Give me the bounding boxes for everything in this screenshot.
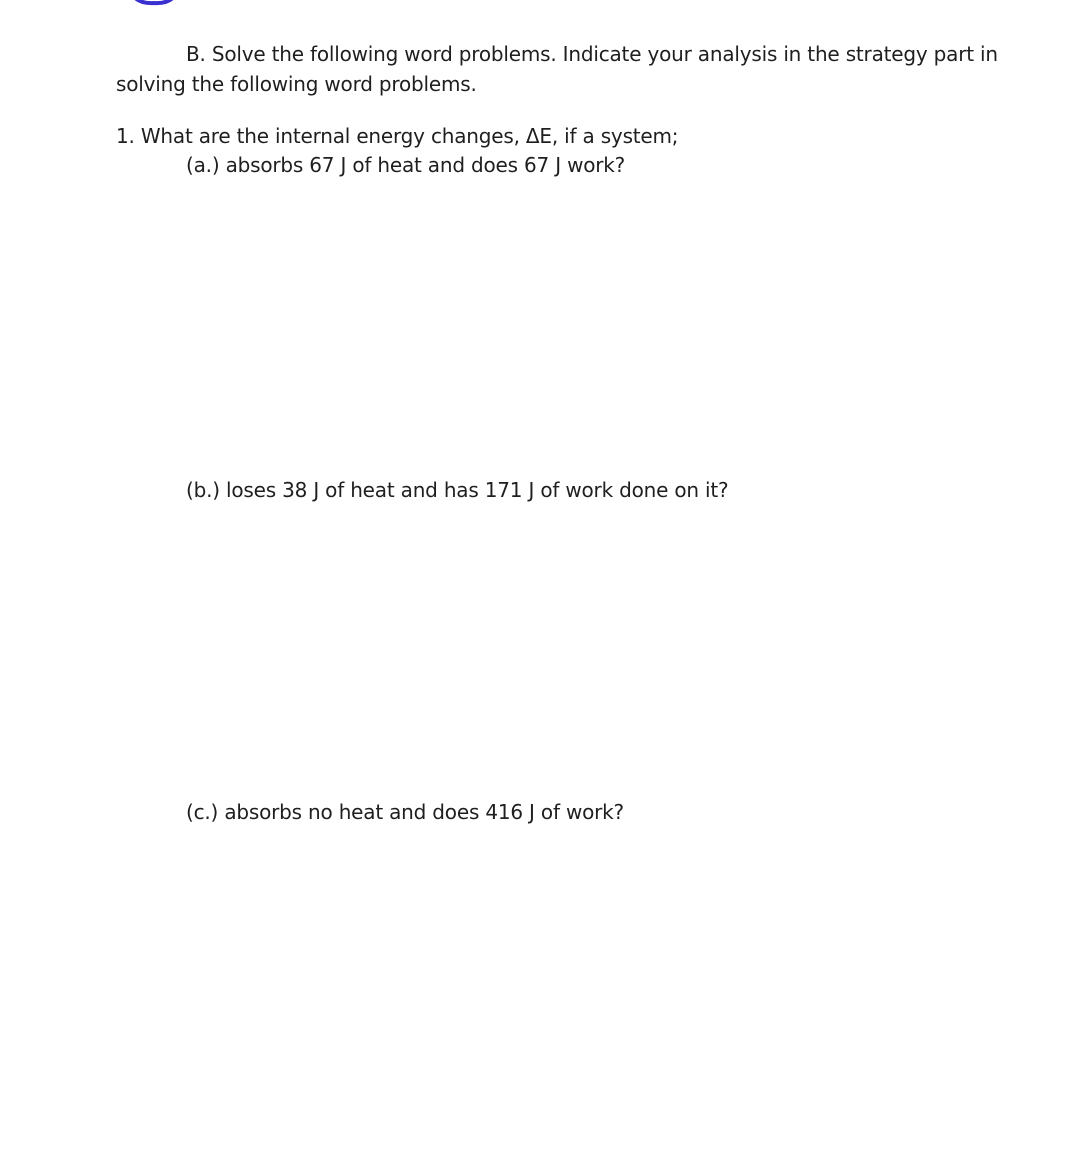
logo-fragment-mark — [128, 0, 180, 8]
instruction-line-2: solving the following word problems. — [116, 72, 477, 96]
question-part-c: (c.) absorbs no heat and does 416 J of work? — [186, 800, 624, 824]
question-prompt: 1. What are the internal energy changes, ΔE, if a system; — [116, 124, 679, 148]
question-part-a: (a.) absorbs 67 J of heat and does 67 J work? — [186, 153, 626, 177]
instruction-line-1: B. Solve the following word problems. Indicate your analysis in the strategy part in — [186, 42, 998, 66]
question-part-b: (b.) loses 38 J of heat and has 171 J of work done on it? — [186, 478, 729, 502]
